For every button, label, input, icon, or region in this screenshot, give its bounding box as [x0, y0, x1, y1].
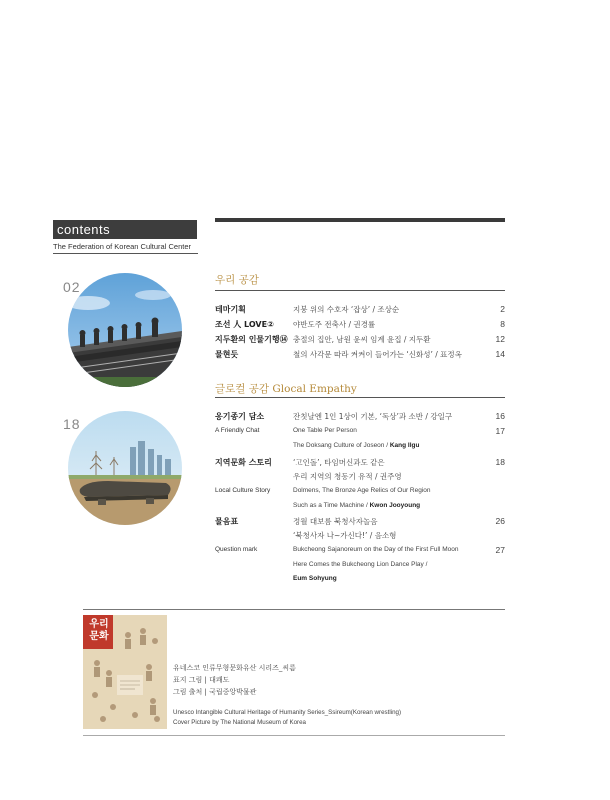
entry-title-en: A Friendly Chat: [215, 427, 260, 434]
footer-rule: [83, 735, 505, 736]
entry-page: 18: [495, 457, 505, 467]
entry-title: 지두환의 인물기행⑭: [215, 335, 288, 344]
entry-text: 우리 지역의 청동기 유적 / 권주영: [293, 472, 402, 481]
section-title: 글로컬 공감 Glocal Empathy: [215, 383, 357, 395]
org-name: The Federation of Korean Cultural Center: [53, 242, 198, 254]
entry-text-en: The Doksang Culture of Joseon /: [293, 442, 390, 449]
entry-page: 26: [495, 516, 505, 526]
cover-caption-en: Unesco Intangible Cultural Heritage of Humanity Series_Ssireum(Korean wrestling): [173, 709, 402, 716]
entry-page: 14: [495, 349, 505, 359]
section-rule: [215, 397, 505, 398]
entry-author-en: Kwon Jooyoung: [369, 502, 421, 509]
entry-page: 17: [495, 426, 505, 436]
entry-text: 지붕 위의 수호자 ‘잡상’ / 조상순: [293, 305, 400, 314]
cover-caption-kr: 그림 출처 | 국립중앙박물관: [173, 688, 257, 696]
entry-title: 물현듯: [215, 350, 239, 359]
entry-text: ‘고인돌’, 타임머신과도 같은: [293, 458, 385, 467]
bottom-rule: [83, 609, 505, 610]
dolmen-photo: [68, 411, 182, 525]
entry-page: 8: [500, 319, 505, 329]
entry-text: 잔칫날엔 1인 1상이 기본, ‘독상’과 소반 / 강일구: [293, 412, 453, 421]
entry-title: 테마기획: [215, 305, 246, 314]
entry-text-en: One Table Per Person: [293, 427, 357, 434]
cover-caption-kr: 유네스코 인류무형문화유산 시리즈_씨름: [173, 664, 296, 672]
entry-text-en: Here Comes the Bukcheong Lion Dance Play /: [293, 561, 428, 568]
entry-title-en: Local Culture Story: [215, 487, 271, 494]
entry-text-en: [293, 442, 419, 449]
section-page-marker: 18: [63, 416, 81, 432]
entry-page: 27: [495, 545, 505, 555]
cover-thumbnail: [83, 615, 167, 729]
cover-caption-en: Cover Picture by The National Museum of Korea: [173, 719, 306, 726]
section-rule: [215, 290, 505, 291]
entry-title: 조선 人 LOVE②: [215, 320, 274, 329]
entry-title-en: Question mark: [215, 546, 258, 553]
entry-page: 12: [495, 334, 505, 344]
entry-text: ‘북청사자 나~가신다!’ / 음소형: [293, 531, 397, 540]
entry-author-en: [293, 575, 337, 582]
entry-text: 충절의 집안, 남원 윤씨 임계 윤집 / 지두환: [293, 335, 431, 344]
entry-title: 지역문화 스토리: [215, 458, 272, 467]
roof-photo: [68, 273, 182, 387]
section-page-marker: 02: [63, 279, 81, 295]
entry-page: 2: [500, 304, 505, 314]
cover-caption-kr: 표지 그림 | 대쾌도: [173, 676, 230, 684]
entry-title: 옹기종기 담소: [215, 412, 265, 421]
entry-text-en: Bukcheong Sajanoreum on the Day of the First Full Moon: [293, 546, 459, 553]
entry-text-en: Dolmens, The Bronze Age Relics of Our Region: [293, 487, 431, 494]
entry-title: 물음표: [215, 517, 239, 526]
entry-author-en: Eum Sohyung: [293, 575, 337, 582]
contents-label: contents: [53, 220, 197, 239]
entry-text-en: Such as a Time Machine /: [293, 502, 370, 509]
section-title: 우리 공감: [215, 274, 259, 286]
entry-text: 철의 사각문 따라 켜켜이 들어가는 ‘신화성’ / 표정옥: [293, 350, 462, 359]
top-rule: [215, 218, 505, 222]
entry-author-en: Kang Ilgu: [389, 442, 420, 449]
entry-text-en: [293, 502, 420, 509]
entry-text: 야반도주 전축사 / 권경률: [293, 320, 376, 329]
cover-magazine-title: 우리 문화: [89, 619, 109, 642]
entry-page: 16: [495, 411, 505, 421]
entry-text: 정월 대보름 북청사자놀음: [293, 517, 378, 526]
